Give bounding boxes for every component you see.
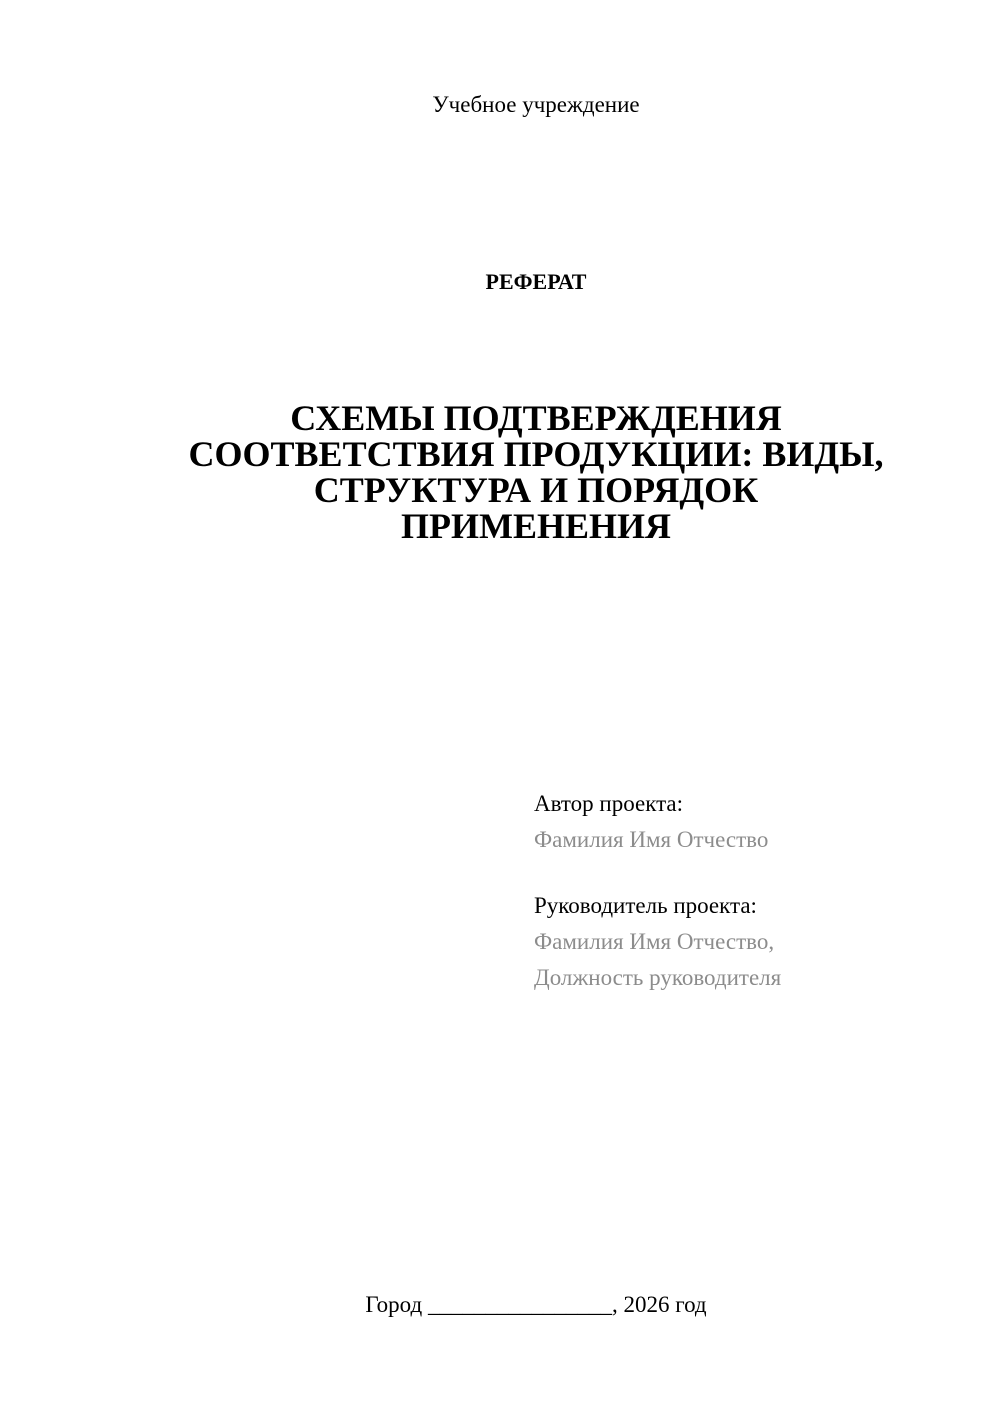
supervisor-position: Должность руководителя [534, 965, 782, 990]
supervisor-name: Фамилия Имя Отчество, [534, 929, 775, 954]
author-name: Фамилия Имя Отчество [534, 827, 769, 852]
supervisor-label: Руководитель проекта: [534, 893, 757, 918]
city-year: Город ________________, 2026 год [365, 1292, 707, 1317]
document-title-line: СТРУКТУРА И ПОРЯДОК [313, 470, 759, 510]
document-title-line: ПРИМЕНЕНИЯ [401, 506, 671, 546]
author-label: Автор проекта: [534, 791, 683, 816]
document-type: РЕФЕРАТ [485, 269, 587, 294]
document-title-line: СХЕМЫ ПОДТВЕРЖДЕНИЯ [290, 398, 782, 438]
document-title [130, 400, 942, 544]
section-spacer [534, 858, 974, 888]
document-title-line: СООТВЕТСТВИЯ ПРОДУКЦИИ: ВИДЫ, [188, 434, 884, 474]
institution-name: Учебное учреждение [432, 92, 640, 117]
project-people [534, 786, 974, 996]
